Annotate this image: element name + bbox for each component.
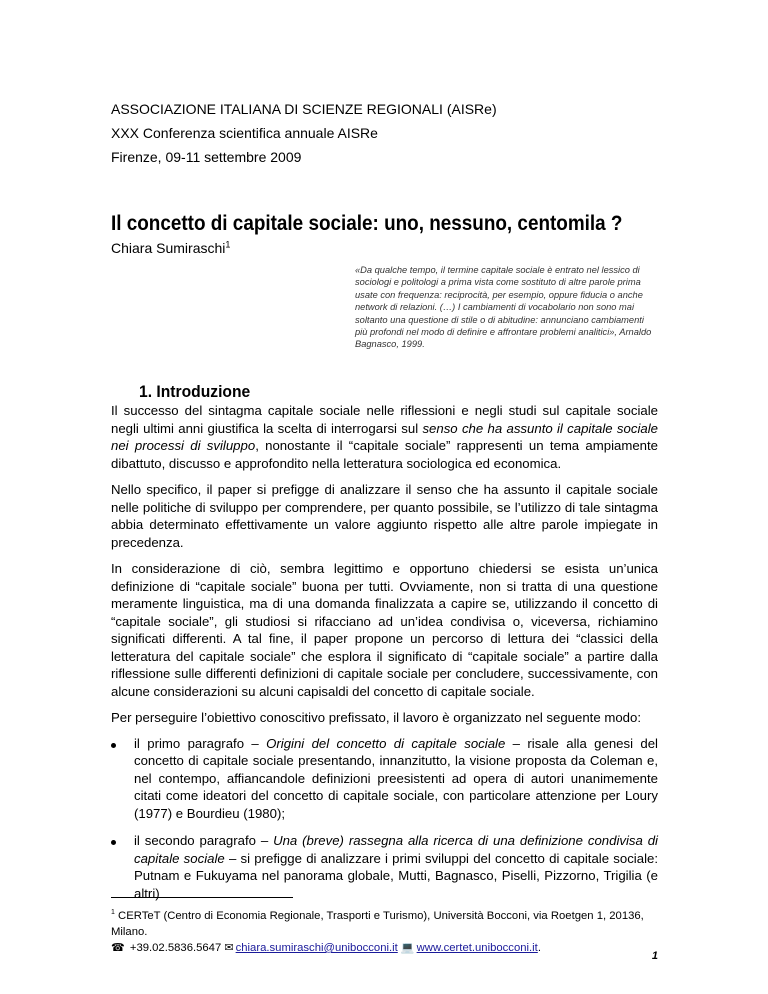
list-item-text: – risale alla genesi del concetto di capitale sociale presentando, innanzitutto, la visione proposta da Coleman e, nel contempo, affiancandole definizioni preesistenti ad opera di autori unanimemente citati come ideatori del concetto di capitale sociale, con particolare attenzione per Loury (1977) e Bourdieu (1980);: [134, 735, 658, 821]
paragraph: [111, 402, 658, 472]
outline-list: [111, 735, 658, 903]
computer-icon: 💻: [400, 942, 415, 954]
list-item: [111, 832, 658, 902]
list-item-emphasis: Origini del concetto di capitale sociale: [266, 735, 506, 751]
page-number: 1: [651, 950, 658, 962]
section-heading: 1. Introduzione: [139, 382, 251, 401]
footnote-end: .: [537, 942, 541, 954]
phone-icon: ☎: [111, 942, 125, 954]
list-item-text: il secondo paragrafo –: [134, 833, 274, 848]
paragraph-text: , nonostante il “capitale sociale” rappresenti un tema ampiamente dibattuto, discusso e approfondito nella letteratura sociologica ed economica.: [111, 438, 658, 471]
epigraph-quote: «Da qualche tempo, il termine capitale sociale è entrato nel lessico di sociologi e politologi a prima vista come sostituto di altre parole prima usate con frequenza: reciprocità, per esempio, oppure fiducia o anche network di relazioni. (…) I cambiamenti di vocabolario non sono mai soltanto una questione di stile o di abitudine: annunciano cambiamenti più profondi nel modo di definire e affrontare problemi analitici», Arnaldo Bagnasco, 1999.: [355, 265, 652, 350]
conference-name: XXX Conferenza scientifica annuale AISRe: [111, 125, 378, 141]
paragraph-emphasis: senso che ha assunto il capitale sociale nei processi di sviluppo: [111, 420, 658, 453]
footnote: [111, 908, 658, 956]
author: [111, 240, 230, 256]
footnote-divider: [111, 897, 293, 898]
list-item-text: il primo paragrafo –: [134, 735, 267, 751]
website-link[interactable]: www.certet.unibocconi.it: [416, 942, 538, 954]
author-footnote-mark: 1: [225, 239, 231, 250]
paragraph: Per perseguire l’obiettivo conoscitivo prefissato, il lavoro è organizzato nel seguente modo:: [111, 710, 641, 725]
email-link[interactable]: chiara.sumiraschi@unibocconi.it: [235, 942, 398, 954]
list-item-emphasis: Una (breve) rassegna alla ricerca di una definizione condivisa di capitale sociale: [134, 833, 658, 866]
footnote-mark: 1: [111, 909, 115, 917]
paragraph: In considerazione di ciò, sembra legittimo e opportuno chiedersi se esista un’unica definizione di “capitale sociale” buona per tutti. Ovviamente, non si tratta di una questione meramente linguistica, ma di una domanda finalizzata a capire se, utilizzando il concetto di “capitale sociale”, gli studiosi si rifacciano ad un’idea condivisa o, viceversa, richiamino significati differenti. A tal fine, il paper propone un percorso di lettura dei “classici della letteratura del capitale sociale” che esplora il significato di “capitale sociale” a partire dalla riflessione sulle differenti definizioni di capitale sociale per concludere, successivamente, con alcune considerazioni su alcuni capisaldi del concetto di capitale sociale.: [111, 561, 658, 699]
list-item: [111, 735, 658, 823]
bullet-icon: [111, 743, 116, 748]
footnote-phone: +39.02.5836.5647: [126, 942, 225, 954]
footnote-affiliation: CERTeT (Centro di Economia Regionale, Trasporti e Turismo), Università Bocconi, via Roetgen 1, 20136, Milano.: [111, 910, 644, 938]
author-name: Chiara Sumiraschi: [111, 240, 226, 256]
body-text: [111, 402, 658, 912]
list-item-text: – si prefigge di analizzare i primi sviluppi del concetto di capitale sociale: Putnam e Fukuyama nel panorama globale, Mutti, Bagnasco, Piselli, Pizzorno, Trigilia (e altri): [134, 850, 659, 901]
paragraph-text: Il successo del sintagma capitale sociale nelle riflessioni e negli studi sul capitale sociale negli ultimi anni giustifica la scelta di interrogarsi sul: [111, 403, 658, 436]
bullet-icon: [111, 840, 116, 845]
email-icon: ✉: [224, 942, 234, 954]
conference-date-place: Firenze, 09-11 settembre 2009: [111, 149, 302, 165]
paragraph: Nello specifico, il paper si prefigge di analizzare il senso che ha assunto il capitale sociale nelle politiche di sviluppo per comprendere, per quanto possibile, se l’utilizzo di tale sintagma abbia determinato effettivamente un valore aggiunto rispetto alle altre parole impiegate in precedenza.: [111, 482, 658, 550]
association-name: ASSOCIAZIONE ITALIANA DI SCIENZE REGIONALI (AISRe): [111, 101, 497, 117]
paper-title: Il concetto di capitale sociale: uno, nessuno, centomila ?: [111, 212, 623, 235]
